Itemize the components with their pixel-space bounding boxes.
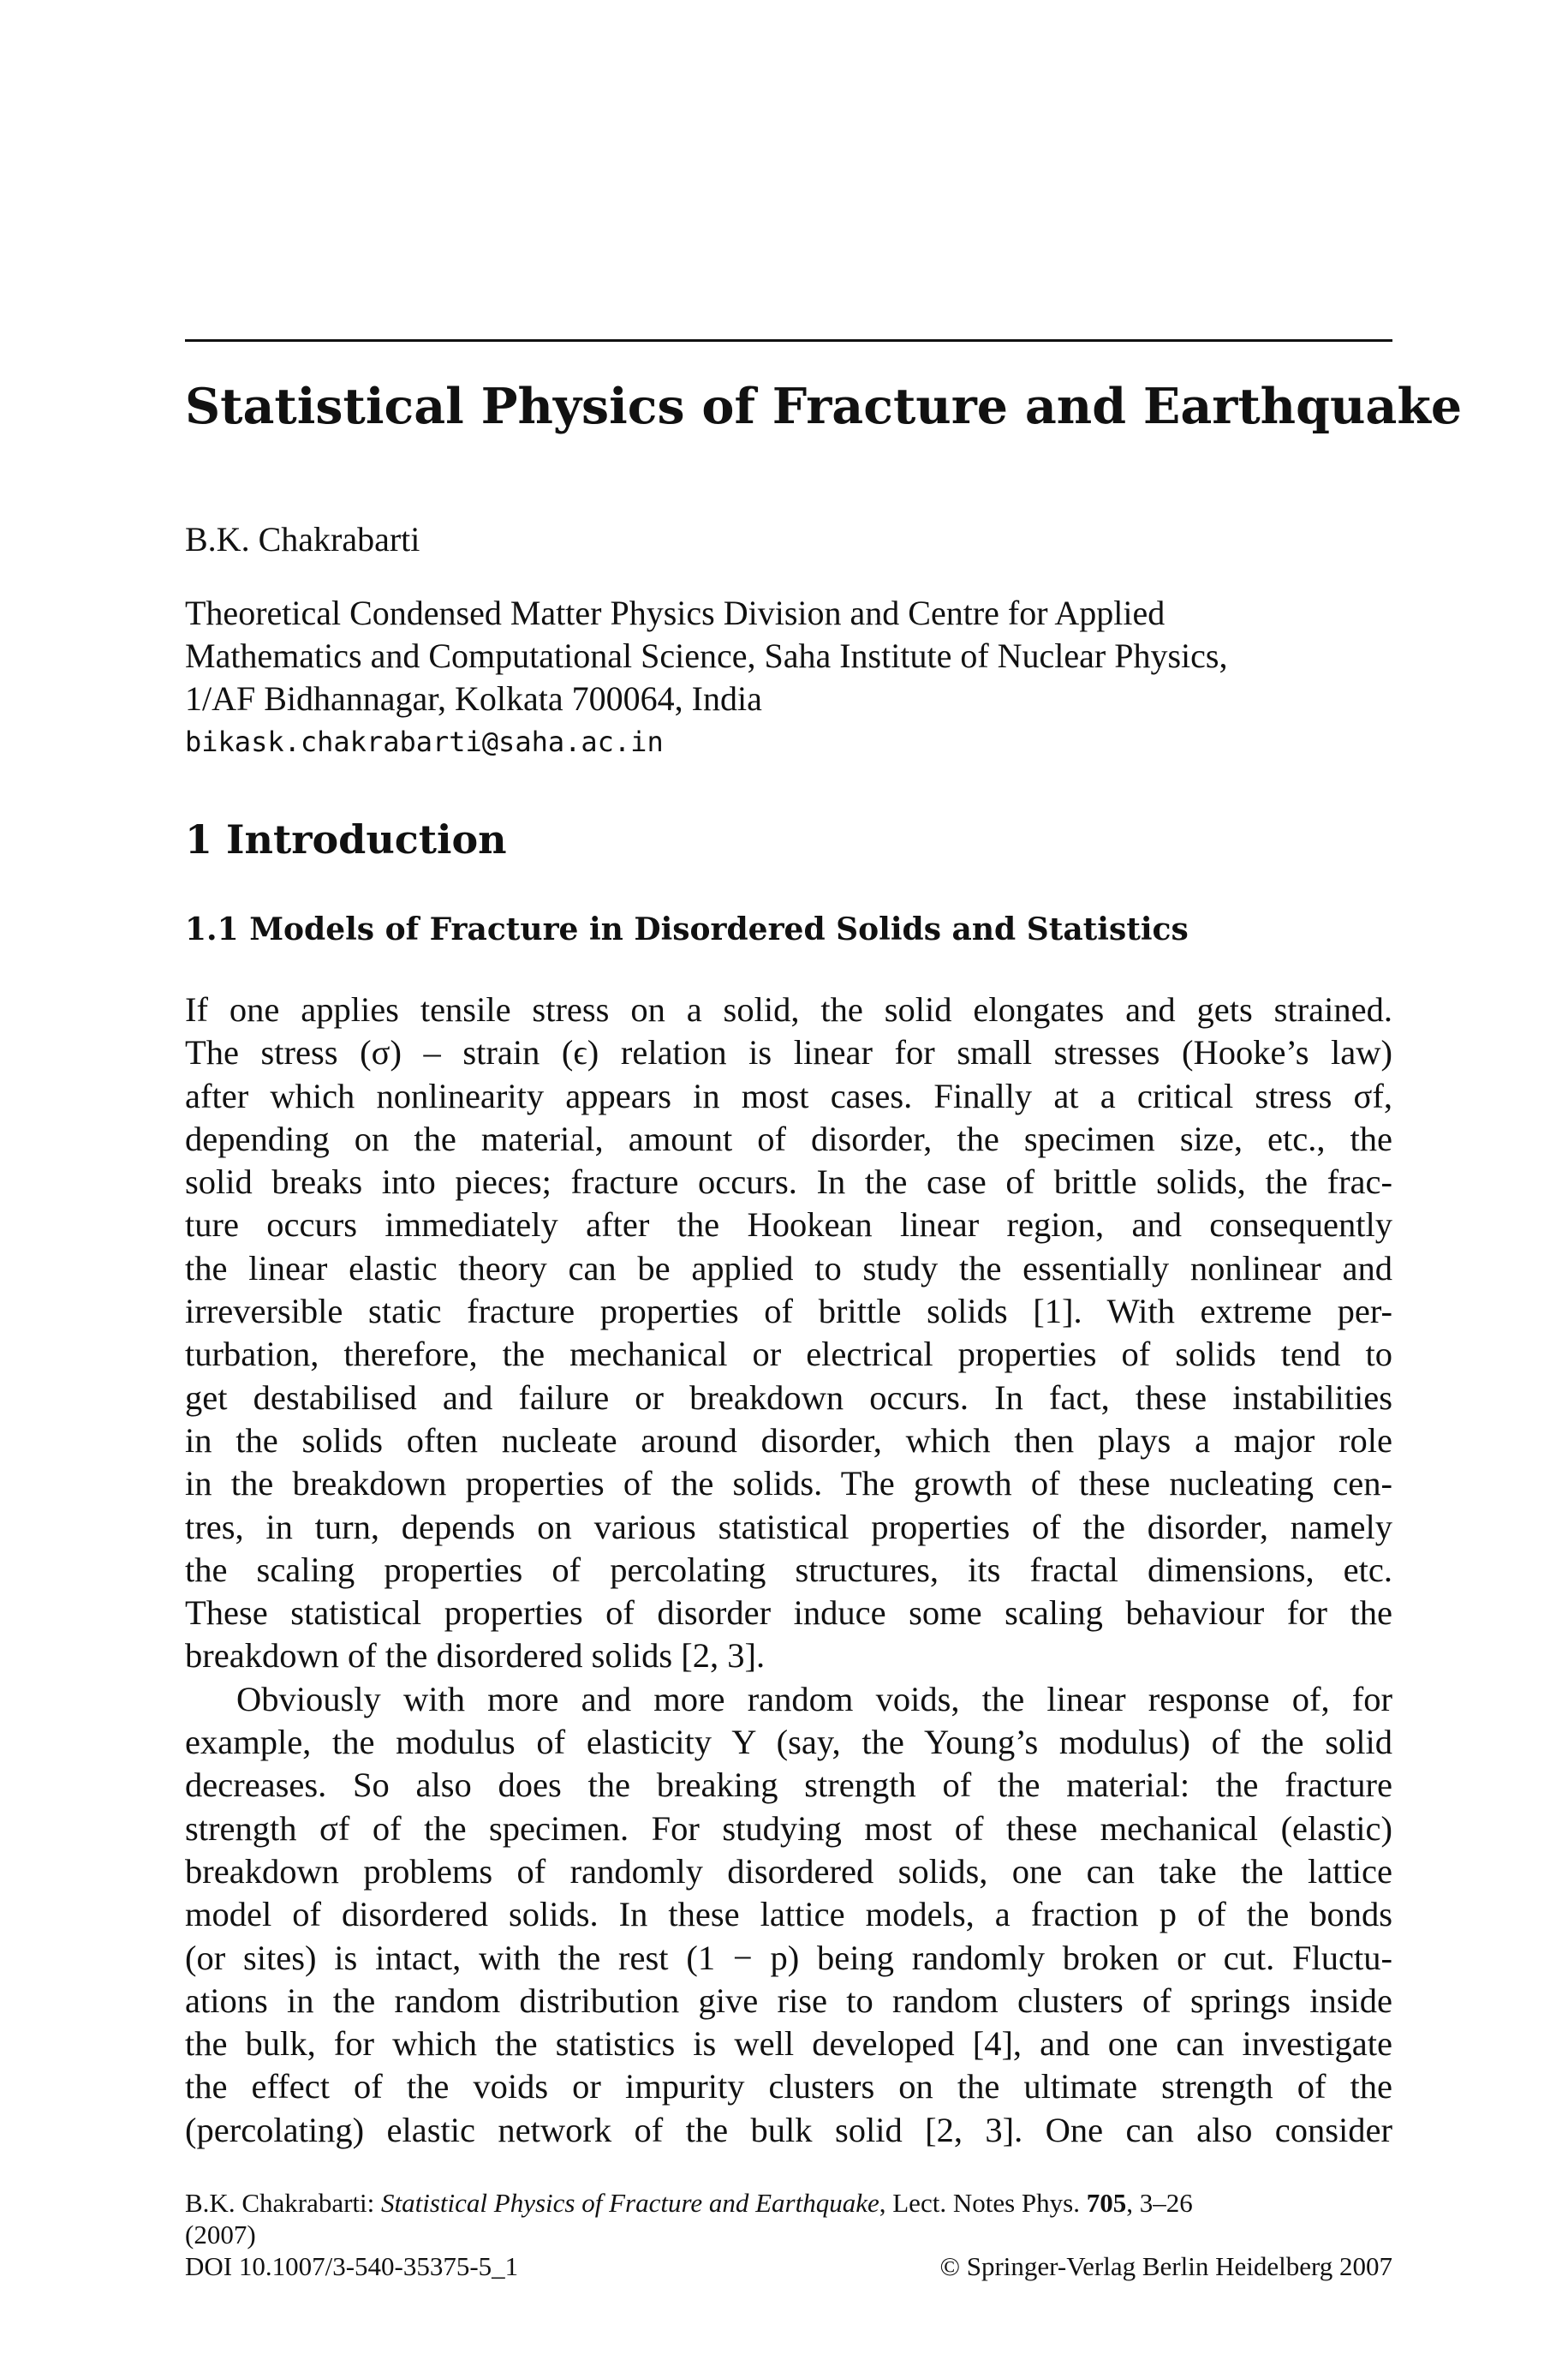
body-line: strength σf of the specimen. For studying most of these mechanical (elastic): [185, 1808, 1392, 1848]
body-line: If one applies tensile stress on a solid, the solid elongates and gets strained.: [185, 990, 1392, 1029]
body-text: [185, 989, 1392, 2152]
affiliation-line: 1/AF Bidhannagar, Kolkata 700064, India: [185, 679, 762, 718]
citation-line: [185, 2187, 1392, 2219]
body-line: the bulk, for which the statistics is well developed [4], and one can investigate: [185, 2024, 1392, 2064]
affiliation-line: Mathematics and Computational Science, Saha Institute of Nuclear Physics,: [185, 636, 1228, 675]
body-line: solid breaks into pieces; fracture occurs. In the case of brittle solids, the frac-: [185, 1162, 1392, 1202]
body-line: (percolating) elastic network of the bulk solid [2, 3]. One can also consider: [185, 2110, 1392, 2149]
body-line: the linear elastic theory can be applied to study the essentially nonlinear and: [185, 1248, 1392, 1288]
body-line: the effect of the voids or impurity clusters on the ultimate strength of the: [185, 2067, 1392, 2106]
body-line: The stress (σ) – strain (ϵ) relation is linear for small stresses (Hooke’s law): [185, 1033, 1392, 1072]
copyright-text: © Springer-Verlag Berlin Heidelberg 2007: [939, 2251, 1392, 2281]
citation-author: B.K. Chakrabarti:: [185, 2188, 382, 2218]
body-line: decreases. So also does the breaking strength of the material: the fracture: [185, 1766, 1392, 1805]
body-line: depending on the material, amount of disorder, the specimen size, etc., the: [185, 1119, 1392, 1158]
body-line: turbation, therefore, the mechanical or electrical properties of solids tend to: [185, 1335, 1392, 1374]
body-line: tres, in turn, depends on various statistical properties of the disorder, namely: [185, 1507, 1392, 1546]
body-line: example, the modulus of elasticity Y (say, the Young’s modulus) of the solid: [185, 1723, 1392, 1762]
citation-title: Statistical Physics of Fracture and Earthquake: [381, 2188, 879, 2218]
body-line: breakdown problems of randomly disordered solids, one can take the lattice: [185, 1851, 1392, 1891]
doi-row: [185, 2250, 1392, 2282]
body-line: (or sites) is intact, with the rest (1 − p) being randomly broken or cut. Fluctu-: [185, 1938, 1392, 1977]
body-line: ations in the random distribution give rise to random clusters of springs inside: [185, 1981, 1392, 2020]
subsection-title: Models of Fracture in Disordered Solids and Statistics: [249, 911, 1189, 947]
subsection-heading: [185, 908, 1392, 951]
affiliation-block: [185, 592, 1392, 763]
title-rule: [185, 339, 1392, 342]
author-email: bikask.chakrabarti@saha.ac.in: [185, 726, 664, 758]
author-name: B.K. Chakrabarti: [185, 520, 420, 559]
citation-volume: 705: [1086, 2188, 1127, 2218]
section-title: Introduction: [226, 816, 507, 863]
paper-title: Statistical Physics of Fracture and Earthquake: [185, 378, 1463, 435]
section-heading: [185, 814, 1392, 865]
citation-year: (2007): [185, 2220, 256, 2250]
citation-series: , Lect. Notes Phys.: [879, 2188, 1087, 2218]
body-line: in the solids often nucleate around disorder, which then plays a major role: [185, 1420, 1392, 1460]
citation-footer: [185, 2187, 1392, 2282]
body-line: breakdown of the disordered solids [2, 3].: [185, 1636, 766, 1676]
body-line: after which nonlinearity appears in most cases. Finally at a critical stress σf,: [185, 1076, 1392, 1115]
affiliation-line: Theoretical Condensed Matter Physics Division and Centre for Applied: [185, 594, 1166, 632]
body-line: the scaling properties of percolating structures, its fractal dimensions, etc.: [185, 1550, 1392, 1589]
subsection-number: 1.1: [185, 911, 239, 947]
section-number: 1: [185, 816, 213, 863]
body-line: in the breakdown properties of the solids. The growth of these nucleating cen-: [185, 1464, 1392, 1503]
body-line: model of disordered solids. In these lattice models, a fraction p of the bonds: [185, 1895, 1392, 1934]
body-line: These statistical properties of disorder induce some scaling behaviour for the: [185, 1593, 1392, 1633]
doi-text: DOI 10.1007/3-540-35375-5_1: [185, 2251, 519, 2281]
body-line: irreversible static fracture properties of brittle solids [1]. With extreme per-: [185, 1292, 1392, 1331]
citation-pages: , 3–26: [1126, 2188, 1193, 2218]
body-line: ture occurs immediately after the Hookean linear region, and consequently: [185, 1205, 1392, 1245]
body-line: Obviously with more and more random voids, the linear response of, for: [236, 1679, 1392, 1718]
body-line: get destabilised and failure or breakdown occurs. In fact, these instabilities: [185, 1377, 1392, 1417]
